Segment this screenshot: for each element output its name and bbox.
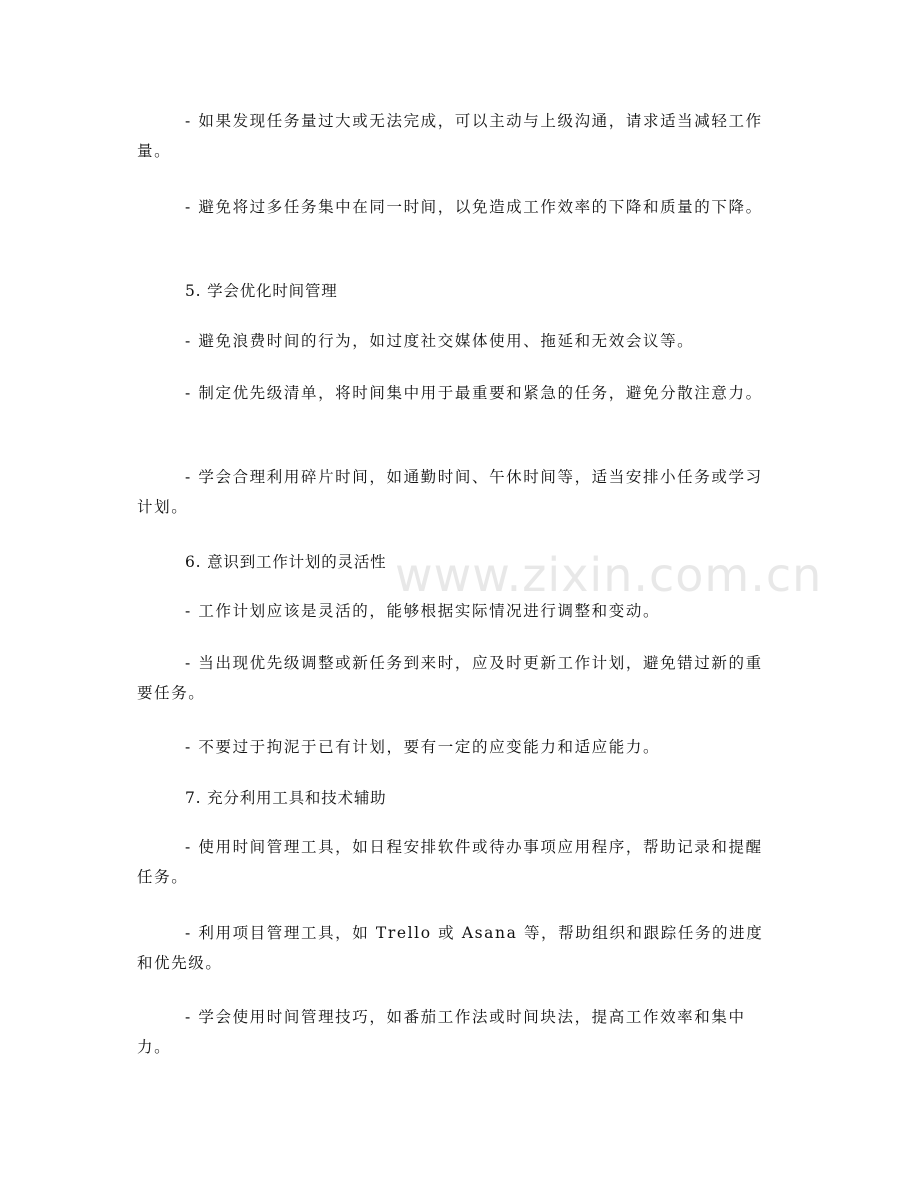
bullet-paragraph: - 利用项目管理工具，如 Trello 或 Asana 等，帮助组织和跟踪任务的进度和优先级。	[137, 924, 764, 972]
bullet-paragraph: - 学会使用时间管理技巧，如番茄工作法或时间块法，提高工作效率和集中力。	[137, 1008, 746, 1056]
section-heading: 7. 充分利用工具和技术辅助	[185, 789, 387, 807]
section-heading: 5. 学会优化时间管理	[185, 282, 338, 300]
watermark-text: www.zixin.com.cn	[395, 548, 823, 602]
bullet-paragraph: - 使用时间管理工具，如日程安排软件或待办事项应用程序，帮助记录和提醒任务。	[137, 838, 763, 886]
section-heading: 6. 意识到工作计划的灵活性	[185, 553, 387, 571]
bullet-paragraph: - 当出现优先级调整或新任务到来时，应及时更新工作计划，避免错过新的重要任务。	[137, 654, 763, 702]
bullet-paragraph: - 避免浪费时间的行为，如过度社交媒体使用、拖延和无效会议等。	[185, 332, 695, 350]
bullet-paragraph: - 避免将过多任务集中在同一时间，以免造成工作效率的下降和质量的下降。	[185, 198, 763, 216]
bullet-paragraph: - 制定优先级清单，将时间集中用于最重要和紧急的任务，避免分散注意力。	[185, 384, 763, 402]
bullet-paragraph: - 学会合理利用碎片时间，如通勤时间、午休时间等，适当安排小任务或学习计划。	[137, 468, 763, 516]
bullet-paragraph: - 不要过于拘泥于已有计划，要有一定的应变能力和适应能力。	[185, 738, 661, 756]
bullet-paragraph: - 工作计划应该是灵活的，能够根据实际情况进行调整和变动。	[185, 602, 661, 620]
bullet-paragraph: - 如果发现任务量过大或无法完成，可以主动与上级沟通，请求适当减轻工作量。	[137, 112, 763, 160]
